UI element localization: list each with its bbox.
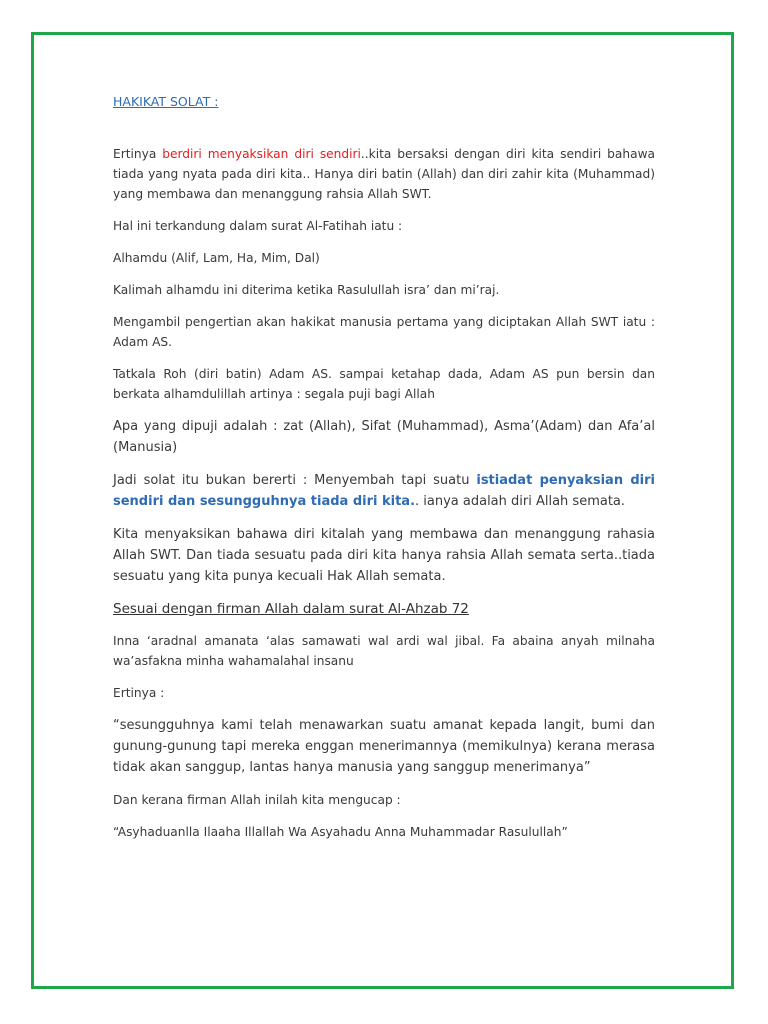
paragraph-dan-kerana: Dan kerana firman Allah inilah kita mengucap : bbox=[113, 793, 401, 807]
paragraph-fatihah: Hal ini terkandung dalam surat Al-Fatihah iatu : bbox=[113, 219, 403, 233]
paragraph-alhamdu: Alhamdu (Alif, Lam, Ha, Mim, Dal) bbox=[113, 251, 320, 265]
document-title: HAKIKAT SOLAT : bbox=[113, 94, 219, 109]
paragraph-apa-yang-dipuji: Apa yang dipuji adalah : zat (Allah), Sifat (Muhammad), Asma’(Adam) dan Afa’al (Manusia) bbox=[113, 419, 655, 455]
paragraph-translation: “sesungguhnya kami telah menawarkan suatu amanat kepada langit, bumi dan gunung-gunung tapi mereka enggan menerimannya (memikulnya) kerana merasa tidak akan sanggup, lantas hanya manusia yang sanggup menerimanya” bbox=[113, 718, 655, 775]
paragraph-kita-menyaksikan: Kita menyaksikan bahawa diri kitalah yang membawa dan menanggung rahasia Allah SWT. Dan tiada sesuatu pada diri kita hanya rahsia Allah semata serta..tiada sesuatu yang kita punya kecuali Hak Allah semata. bbox=[113, 527, 655, 584]
document-body bbox=[113, 92, 655, 854]
paragraph-inna: Inna ‘aradnal amanata ‘alas samawati wal ardi wal jibal. Fa abaina anyah milnaha wa’asfakna minha wahamalahal insanu bbox=[113, 634, 655, 668]
paragraph-kalimah: Kalimah alhamdu ini diterima ketika Rasulullah isra’ dan mi’raj. bbox=[113, 283, 500, 297]
paragraph-tatkala: Tatkala Roh (diri batin) Adam AS. sampai ketahap dada, Adam AS pun bersin dan berkata alhamdulillah artinya : segala puji bagi Allah bbox=[113, 367, 655, 401]
paragraph-text: . ianya adalah diri Allah semata. bbox=[415, 494, 626, 509]
paragraph-text: Jadi solat itu bukan bererti : Menyembah tapi suatu bbox=[113, 473, 477, 488]
highlighted-phrase-blue: istiadat penyaksian diri sendiri dan sesungguhnya tiada diri kita. bbox=[113, 473, 655, 509]
paragraph-syahadah: “Asyhaduanlla Ilaaha Illallah Wa Asyahadu Anna Muhammadar Rasulullah” bbox=[113, 825, 568, 839]
paragraph-text: Ertinya bbox=[113, 147, 163, 161]
paragraph-mengambil: Mengambil pengertian akan hakikat manusia pertama yang diciptakan Allah SWT iatu : Adam AS. bbox=[113, 315, 655, 349]
section-heading: Sesuai dengan firman Allah dalam surat Al-Ahzab 72 bbox=[113, 601, 469, 617]
paragraph-jadi-solat bbox=[113, 470, 655, 512]
paragraph-ertinya-label: Ertinya : bbox=[113, 686, 165, 700]
paragraph-ertinya bbox=[113, 144, 655, 204]
paragraph-text: ..kita bersaksi dengan diri kita sendiri bahawa tiada yang nyata pada diri kita.. Hanya diri batin (Allah) dan diri zahir kita (Muhammad) yang membawa dan menanggung rahsia Allah SWT. bbox=[113, 147, 656, 201]
highlighted-phrase-red: berdiri menyaksikan diri sendiri bbox=[162, 147, 361, 161]
